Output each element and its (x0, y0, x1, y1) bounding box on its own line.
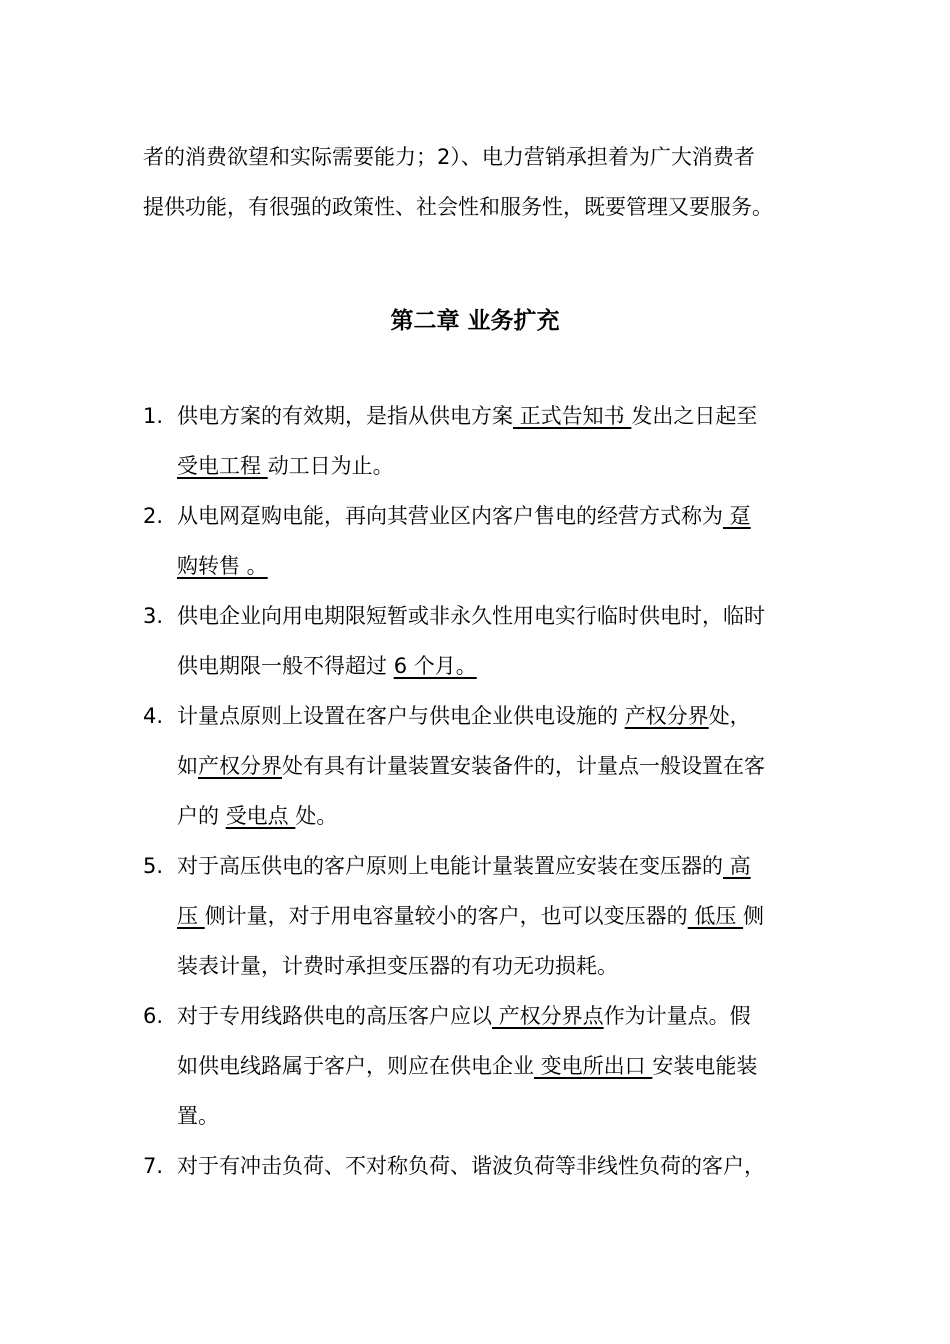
list-item (143, 391, 823, 491)
item-text (177, 691, 823, 841)
list-item (143, 491, 823, 591)
item-text (177, 391, 823, 491)
text: 户的 (177, 804, 226, 828)
fill-in-answer: 变电所出口 (534, 1054, 653, 1078)
text: 如供电线路属于客户，则应在供电企业 (177, 1054, 534, 1078)
item-line (177, 641, 823, 691)
item-line: 供电企业向用电期限短暂或非永久性用电实行临时供电时，临时 (177, 604, 765, 628)
text: 如 (177, 754, 198, 778)
fill-in-answer: 受电工程 (177, 454, 268, 478)
text: 计量点原则上设置在客户与供电企业供电设施的 (177, 704, 625, 728)
item-number: 4. (143, 704, 164, 728)
text: 安装电能装 (652, 1054, 758, 1078)
text: 侧计量，对于用电容量较小的客户，也可以变压器的 (204, 904, 688, 928)
item-number: 7. (143, 1154, 164, 1178)
item-line (177, 441, 823, 491)
text: 处有具有计量装置安装备件的，计量点一般设置在客 (282, 754, 765, 778)
item-line (177, 1041, 823, 1091)
text: 对于专用线路供电的高压客户应以 (177, 1004, 492, 1028)
item-text (177, 591, 823, 691)
intro-line: 提供功能，有很强的政策性、社会性和服务性，既要管理又要服务。 (143, 195, 773, 219)
item-line: 装表计量，计费时承担变压器的有功无功损耗。 (177, 954, 618, 978)
fill-in-answer: 低压 (687, 904, 744, 928)
intro-paragraph (143, 132, 823, 232)
text: 供电期限一般不得超过 (177, 654, 394, 678)
item-number: 1. (143, 404, 164, 428)
item-line (177, 891, 823, 941)
item-text (177, 991, 823, 1141)
item-line (177, 491, 823, 541)
item-number: 2. (143, 504, 164, 528)
list-item (143, 591, 823, 691)
fill-in-answer: 趸 (723, 504, 751, 528)
list-item (143, 1141, 823, 1191)
text: 发出之日起至 (631, 404, 758, 428)
item-text (177, 1141, 823, 1191)
item-line (177, 741, 823, 791)
item-text (177, 491, 823, 591)
item-line (177, 791, 823, 841)
item-number: 6. (143, 1004, 164, 1028)
fill-in-answer: 正式告知书 (513, 404, 632, 428)
text: 动工日为止。 (267, 454, 394, 478)
fill-in-answer: 购转售 。 (177, 554, 268, 578)
item-line (177, 391, 823, 441)
text: 作为计量点。假 (603, 1004, 751, 1028)
numbered-list (143, 391, 823, 1191)
fill-in-answer: 产权分界点 (492, 1004, 604, 1028)
fill-in-answer: 6 个月。 (393, 654, 477, 678)
item-text (177, 841, 823, 991)
item-number: 3. (143, 604, 164, 628)
item-line (177, 541, 823, 591)
fill-in-answer: 压 (177, 904, 205, 928)
text: 对于高压供电的客户原则上电能计量装置应安装在变压器的 (177, 854, 723, 878)
fill-in-answer: 高 (723, 854, 751, 878)
text: 供电方案的有效期，是指从供电方案 (177, 404, 513, 428)
text: 处。 (295, 804, 338, 828)
list-item (143, 691, 823, 841)
text: 处， (708, 704, 751, 728)
item-line: 对于有冲击负荷、不对称负荷、谐波负荷等非线性负荷的客户， (177, 1154, 765, 1178)
item-line (177, 991, 823, 1041)
fill-in-answer: 受电点 (225, 804, 296, 828)
fill-in-answer: 产权分界 (624, 704, 709, 728)
item-number: 5. (143, 854, 164, 878)
text: 侧 (743, 904, 765, 928)
list-item (143, 841, 823, 991)
item-line (177, 691, 823, 741)
item-line: 置。 (177, 1104, 219, 1128)
fill-in-answer: 产权分界 (198, 754, 282, 778)
chapter-title: 第二章 业务扩充 (390, 308, 560, 334)
text: 从电网趸购电能，再向其营业区内客户售电的经营方式称为 (177, 504, 723, 528)
intro-line: 者的消费欲望和实际需要能力；2）、电力营销承担着为广大消费者 (143, 145, 755, 169)
item-line (177, 841, 823, 891)
list-item (143, 991, 823, 1141)
